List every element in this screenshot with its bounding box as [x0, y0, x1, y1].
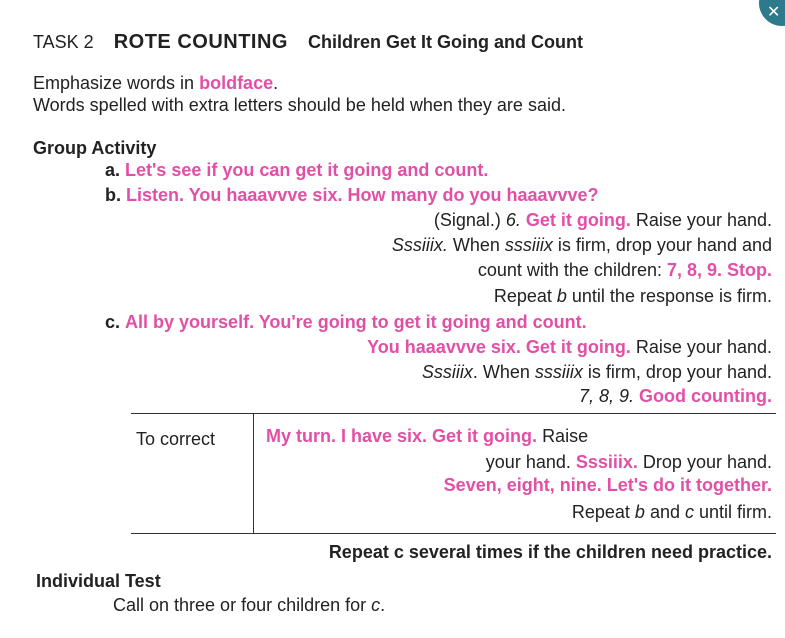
step-c-line-2 — [367, 336, 772, 358]
repeat-b: b — [556, 286, 567, 306]
drop-hand-text: is firm, drop your hand. — [582, 362, 772, 382]
raise-text: Raise — [542, 426, 589, 446]
correction-label: To correct — [136, 429, 216, 449]
task-number: TASK 2 — [33, 32, 94, 52]
repeat-b-2: b — [634, 502, 645, 522]
count-789: 7, 8, 9. — [578, 386, 634, 406]
task-title: ROTE COUNTING — [113, 31, 288, 53]
count-text: count with the children: — [477, 260, 667, 280]
step-b-line-4 — [478, 259, 772, 281]
my-turn-text: My turn. I have six. Get it going. — [266, 426, 538, 446]
group-activity-heading: Group Activity — [33, 138, 157, 158]
intro-line-2: Words spelled with extra letters should be held when they are said. — [33, 95, 566, 115]
raise-hand-text: Raise your hand. — [635, 210, 772, 230]
firm-text: is firm, drop your hand and — [552, 235, 772, 255]
intro-line-1 — [33, 72, 278, 94]
correction-bottom-rule — [131, 533, 776, 534]
step-a — [105, 159, 488, 181]
step-c-text: All by yourself. You're going to get it going and count. — [125, 312, 587, 332]
your-hand-text: your hand. — [485, 452, 576, 472]
individual-test-heading: Individual Test — [36, 571, 161, 591]
correction-line-3 — [444, 474, 772, 496]
repeat-text: Repeat — [493, 286, 557, 306]
seven-eight-nine: Seven, eight, nine. Let's do it together. — [443, 475, 772, 495]
and-text: and — [644, 502, 685, 522]
until-text: until the response is firm. — [566, 286, 772, 306]
get-it-going: Get it going. — [525, 210, 631, 230]
step-b-line-2 — [434, 209, 772, 231]
step-b — [105, 184, 599, 206]
repeat-c: c — [684, 502, 694, 522]
correction-top-rule — [131, 413, 776, 414]
step-c-line-4 — [579, 385, 772, 407]
until-firm-text: until firm. — [693, 502, 772, 522]
call-on-text: Call on three or four children for — [113, 595, 372, 615]
step-a-label: a. — [105, 160, 121, 180]
count-stop: 7, 8, 9. Stop. — [666, 260, 772, 280]
when-text-c: . When — [472, 362, 535, 382]
correction-line-1 — [266, 425, 588, 447]
step-c-label: c. — [105, 312, 121, 332]
correction-divider — [253, 413, 254, 533]
for-c: c — [371, 595, 381, 615]
step-b-line-3 — [392, 234, 772, 256]
step-c — [105, 311, 587, 333]
sssiiix-text: Sssiiix. — [391, 235, 448, 255]
sssiiix-text-2: sssiiix — [504, 235, 553, 255]
sssiiix-text-c: Sssiiix — [421, 362, 473, 382]
drop-your-hand: Drop your hand. — [642, 452, 772, 472]
sssiiix-pink: Sssiiix. — [575, 452, 638, 472]
repeat-c-note: Repeat c several times if the children need practice. — [328, 542, 772, 562]
step-b-line-5 — [494, 285, 772, 307]
period: . — [380, 595, 386, 615]
step-c-line-3 — [422, 361, 772, 383]
you-have-six: You haaavvve six. Get it going. — [367, 337, 631, 357]
task-header — [33, 31, 583, 53]
boldface-word: boldface — [199, 73, 274, 93]
corner-badge-icon: ✕ — [767, 4, 781, 21]
individual-test-text — [113, 594, 385, 616]
signal-text: (Signal.) — [433, 210, 506, 230]
step-b-text: Listen. You haaavvve six. How many do you haaavvve? — [126, 185, 599, 205]
step-a-text: Let's see if you can get it going and count. — [125, 160, 489, 180]
good-counting: Good counting. — [639, 386, 772, 406]
step-b-label: b. — [105, 185, 121, 205]
sssiiix-text-c2: sssiiix — [534, 362, 583, 382]
correction-line-2 — [486, 451, 772, 473]
raise-hand-text-c: Raise your hand. — [635, 337, 772, 357]
intro-period: . — [273, 73, 279, 93]
when-text: When — [447, 235, 505, 255]
correction-line-4 — [572, 501, 772, 523]
task-subtitle: Children Get It Going and Count — [308, 32, 583, 52]
response-six: 6. — [505, 210, 521, 230]
repeat-text-2: Repeat — [571, 502, 635, 522]
intro-text: Emphasize words in — [33, 73, 200, 93]
corner-badge[interactable] — [759, 0, 785, 26]
